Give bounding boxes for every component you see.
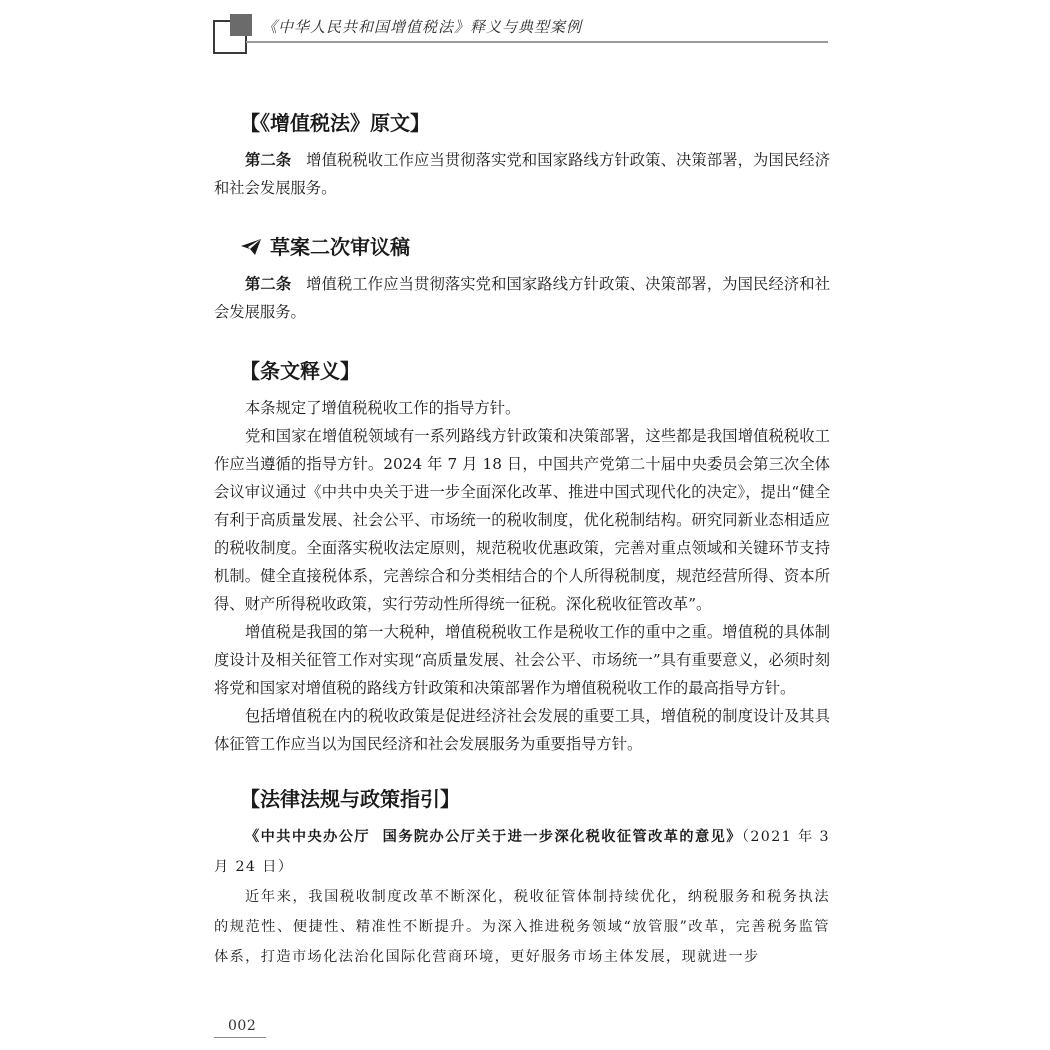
policy-date: （2021 年 3 月 24 日） (214, 829, 836, 875)
interpretation-paragraph: 党和国家在增值税领域有一系列路线方针政策和决策部署，这些都是我国增值税税收工作应当遵循的指导方针。2024 年 7 月 18 日，中国共产党第二十届中央委员会第三次全体会议审议通过《中共中央关于进一步全面深化改革、推进中国式现代化的决定》，提出“健全有利于高质量发展、社会公平、市场统一的税收制度，优化税制结构。研究同新业态相适应的税收制度。全面落实税收法定原则，规范税收优惠政策，完善对重点领域和关键环节支持机制。健全直接税体系，完善综合和分类相结合的个人所得税制度，规范经营所得、资本所得、财产所得税收政策，实行劳动性所得统一征税。深化税收征管改革”。 (214, 427, 830, 613)
header-rule (246, 41, 828, 43)
interpretation-paragraph: 本条规定了增值税税收工作的指导方针。 (245, 399, 521, 417)
article-text: 增值税税收工作应当贯彻落实党和国家路线方针政策、决策部署，为国民经济和社会发展服务。 (214, 151, 830, 197)
article-draft (214, 270, 830, 326)
heading-original-text: 【《增值税法》原文】 (240, 111, 430, 135)
running-header-title: 《中华人民共和国增值税法》释义与典型案例 (262, 18, 583, 36)
paper-plane-icon (240, 238, 262, 256)
article-label: 第二条 (245, 275, 292, 293)
policy-title: 《中共中央办公厅 国务院办公厅关于进一步深化税收征管改革的意见》 (245, 829, 742, 845)
page-number: 002 (228, 1018, 257, 1034)
article-label: 第二条 (245, 151, 292, 169)
page-number-rule (214, 1037, 266, 1038)
page-content (214, 108, 836, 972)
header-corner-block (230, 14, 252, 36)
heading-draft-review-label: 草案二次审议稿 (270, 235, 410, 259)
heading-laws-guide: 【法律法规与政策指引】 (240, 787, 460, 811)
policy-paragraph: 近年来，我国税收制度改革不断深化，税收征管体制持续优化，纳税服务和税务执法的规范性、便捷性、精准性不断提升。为深入推进税务领域“放管服”改革，完善税务监管体系，打造市场化法治化国际化营商环境，更好服务市场主体发展，现就进一步 (214, 889, 830, 965)
interpretation-paragraph: 包括增值税在内的税收政策是促进经济社会发展的重要工具，增值税的制度设计及其具体征管工作应当以为国民经济和社会发展服务为重要指导方针。 (214, 707, 830, 753)
policy-document-title (214, 822, 836, 882)
article-original (214, 146, 830, 202)
article-text: 增值税工作应当贯彻落实党和国家路线方针政策、决策部署，为国民经济和社会发展服务。 (214, 275, 830, 321)
heading-draft-review (240, 232, 830, 262)
interpretation-paragraph: 增值税是我国的第一大税种，增值税税收工作是税收工作的重中之重。增值税的具体制度设计及相关征管工作对实现“高质量发展、社会公平、市场统一”具有重要意义，必须时刻将党和国家对增值税的路线方针政策和决策部署作为增值税税收工作的最高指导方针。 (214, 623, 830, 697)
heading-interpretation: 【条文释义】 (240, 359, 360, 383)
